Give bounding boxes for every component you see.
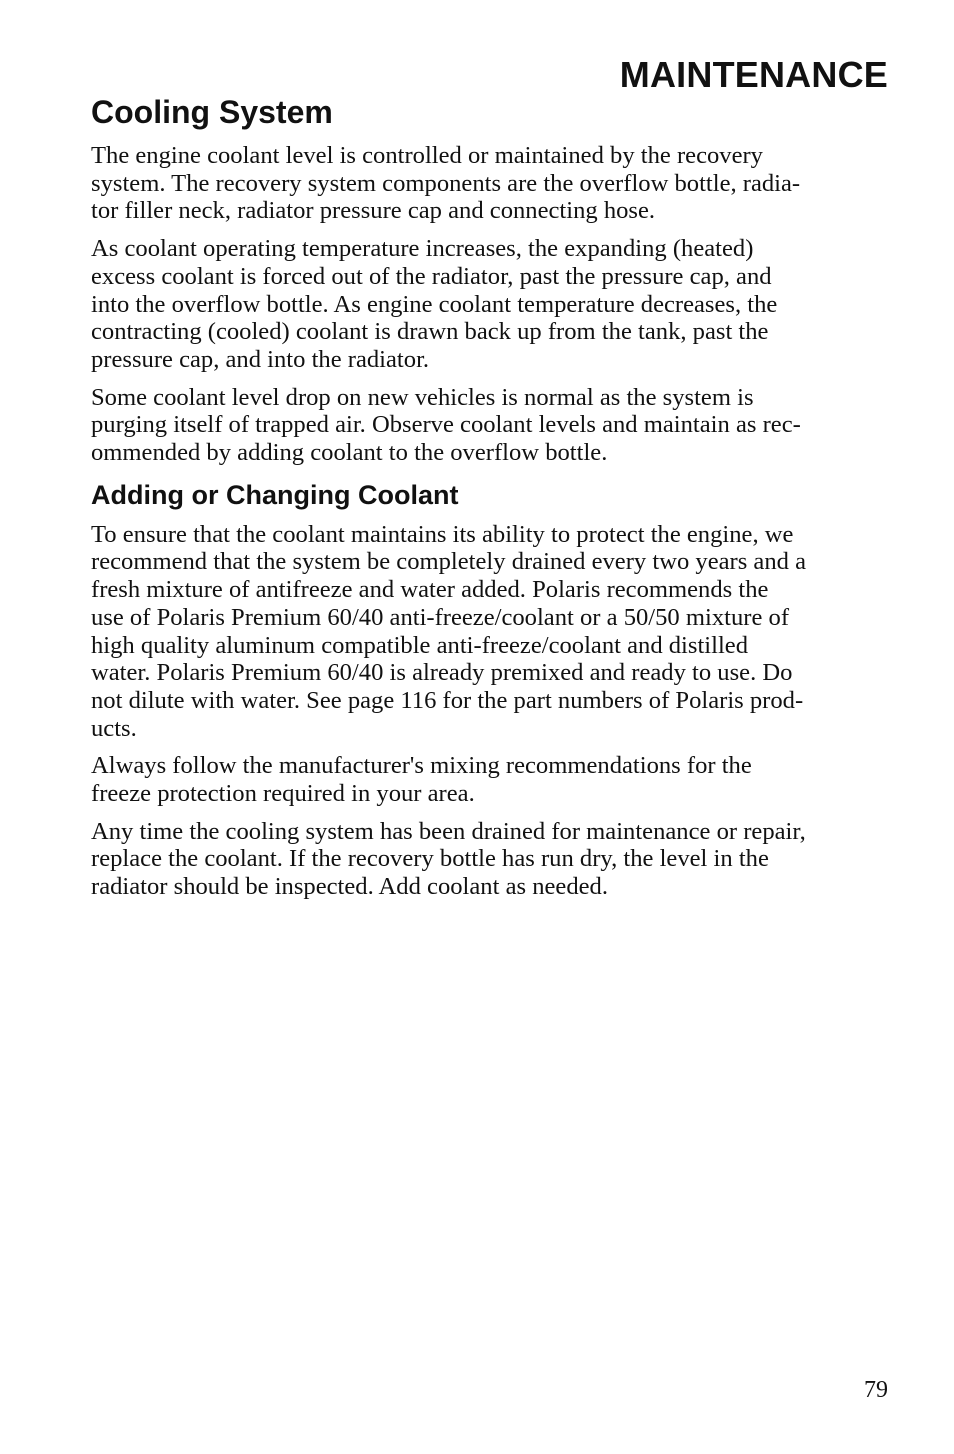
adding-coolant-heading: Adding or Changing Coolant: [91, 479, 459, 510]
paragraph: The engine coolant level is controlled or maintained by the recovery system. The recovery system components are the overflow bottle, radia- tor filler neck, radiator pressure cap and connecting hose.: [91, 142, 801, 225]
paragraph: Any time the cooling system has been drained for maintenance or repair, replace the coolant. If the recovery bottle has run dry, the level in the radiator should be inspected. Add coolant as needed.: [91, 817, 806, 901]
page-number: 79: [864, 1377, 888, 1403]
paragraph: As coolant operating temperature increases, the expanding (heated) excess coolant is forced out of the radiator, past the pressure cap, and into the overflow bottle. As engine coolant temperature decreases, the contracting (cooled) coolant is drawn back up from the tank, past the pressure cap, and into the radiator.: [91, 235, 778, 373]
page-content: [91, 92, 891, 911]
paragraph: Some coolant level drop on new vehicles is normal as the system is purging itself of trapped air. Observe coolant levels and maintain as rec- ommended by adding coolant to the overflow bottle.: [91, 383, 801, 467]
paragraph: Always follow the manufacturer's mixing recommendations for the freeze protection required in your area.: [91, 752, 752, 808]
section-header: MAINTENANCE: [619, 54, 888, 95]
cooling-system-heading: Cooling System: [91, 94, 333, 130]
paragraph: To ensure that the coolant maintains its ability to protect the engine, we recommend that the system be completely drained every two years and a fresh mixture of antifreeze and water added. Polaris recommends the use of Polaris Premium 60/40 anti-freeze/coolant or a 50/50 mixture of high quality aluminum compatible anti-freeze/coolant and distilled water. Polaris Premium 60/40 is already premixed and ready to use. Do not dilute with water. See page 116 for the part numbers of Polaris prod- ucts.: [91, 520, 807, 742]
